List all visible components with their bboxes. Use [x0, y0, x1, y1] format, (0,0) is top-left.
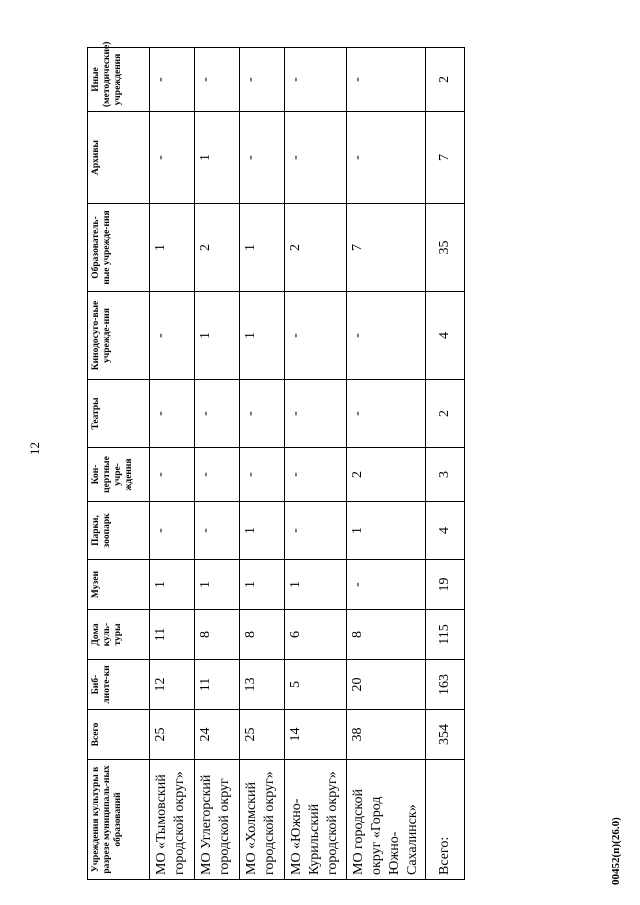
table-cell: 1 [346, 502, 426, 560]
table-cell: - [150, 292, 195, 380]
table-header: Дома куль-туры [88, 610, 150, 660]
table-cell: 163 [426, 660, 465, 710]
table-cell: 24 [195, 710, 240, 760]
table-header: Биб-лиоте-ки [88, 660, 150, 710]
table-cell: - [195, 448, 240, 502]
table-cell: 8 [195, 610, 240, 660]
table-cell: - [240, 380, 285, 448]
table-header: Кинодосуго-вые учрежде-ния [88, 292, 150, 380]
table-cell: 20 [346, 660, 426, 710]
table-cell: - [150, 380, 195, 448]
table-cell: 25 [240, 710, 285, 760]
table-cell: МО «Тымовский городской округ» [150, 760, 195, 880]
table-cell: - [150, 448, 195, 502]
table-cell: - [195, 502, 240, 560]
table-cell: - [240, 112, 285, 204]
table-cell: 7 [346, 204, 426, 292]
table-row [150, 48, 195, 880]
table-cell: 13 [240, 660, 285, 710]
table-cell: 38 [346, 710, 426, 760]
table-header: Кон-цертные учре-ждения [88, 448, 150, 502]
table-cell: 1 [195, 112, 240, 204]
table-cell: - [346, 48, 426, 112]
table-cell: - [346, 560, 426, 610]
table-cell: 1 [240, 292, 285, 380]
table-cell: 25 [150, 710, 195, 760]
table-cell: 4 [426, 292, 465, 380]
table-cell: 8 [346, 610, 426, 660]
table-cell: 1 [240, 204, 285, 292]
table-cell: МО «Южно-Курильский городской округ» [285, 760, 347, 880]
culture-institutions-table [87, 41, 465, 880]
table-cell: 1 [285, 560, 347, 610]
table-cell: - [285, 502, 347, 560]
table-cell: - [150, 48, 195, 112]
table-cell: - [285, 112, 347, 204]
table-cell: - [240, 48, 285, 112]
table-cell: 1 [195, 292, 240, 380]
table-cell: 35 [426, 204, 465, 292]
table-header: Учреждения культуры в разрезе муниципаль-ных образований [88, 760, 150, 880]
table-cell: 19 [426, 560, 465, 610]
table-cell: 115 [426, 610, 465, 660]
table-cell: 7 [426, 112, 465, 204]
table-total-row [426, 48, 465, 880]
table-cell: 2 [426, 380, 465, 448]
table-header-row [88, 48, 150, 880]
rotated-table-container [87, 41, 456, 880]
table-cell: 1 [240, 502, 285, 560]
table-cell: - [346, 380, 426, 448]
table-cell: МО «Холмский городской округ» [240, 760, 285, 880]
table-cell: - [195, 48, 240, 112]
table-cell: 14 [285, 710, 347, 760]
table-cell: 5 [285, 660, 347, 710]
table-row [285, 48, 347, 880]
table-cell: - [285, 48, 347, 112]
table-cell: - [195, 380, 240, 448]
table-cell: 1 [150, 560, 195, 610]
table-cell: 6 [285, 610, 347, 660]
page-number: 12 [27, 442, 42, 455]
table-header: Иные (методические) учреждения [88, 48, 150, 112]
table-cell: МО Углегорский городской округ [195, 760, 240, 880]
table-cell: 1 [240, 560, 285, 610]
table-header: Парки, зоопарк [88, 502, 150, 560]
table-cell: 3 [426, 448, 465, 502]
table-cell: - [240, 448, 285, 502]
table-cell: Всего: [426, 760, 465, 880]
table-header: Образователь-ные учрежде-ния [88, 204, 150, 292]
table-cell: МО городской округ «Город Южно-Сахалинск» [346, 760, 426, 880]
table-cell: 11 [150, 610, 195, 660]
table-header: Всего [88, 710, 150, 760]
table-cell: - [346, 292, 426, 380]
table-cell: 11 [195, 660, 240, 710]
table-cell: - [346, 112, 426, 204]
table-row [195, 48, 240, 880]
table-cell: - [285, 448, 347, 502]
table-cell: - [150, 502, 195, 560]
table-cell: - [150, 112, 195, 204]
table-header: Театры [88, 380, 150, 448]
table-cell: 354 [426, 710, 465, 760]
table-row [346, 48, 426, 880]
table-cell: 12 [150, 660, 195, 710]
table-cell: 2 [346, 448, 426, 502]
table-cell: 2 [195, 204, 240, 292]
table-header: Архивы [88, 112, 150, 204]
document-code: 00452(п)(26.0) [610, 817, 622, 885]
table-cell: 1 [150, 204, 195, 292]
table-row [240, 48, 285, 880]
table-cell: 1 [195, 560, 240, 610]
table-cell: 2 [426, 48, 465, 112]
table-cell: - [285, 380, 347, 448]
table-cell: 4 [426, 502, 465, 560]
table-cell: - [285, 292, 347, 380]
table-cell: 2 [285, 204, 347, 292]
table-header: Музеи [88, 560, 150, 610]
table-cell: 8 [240, 610, 285, 660]
